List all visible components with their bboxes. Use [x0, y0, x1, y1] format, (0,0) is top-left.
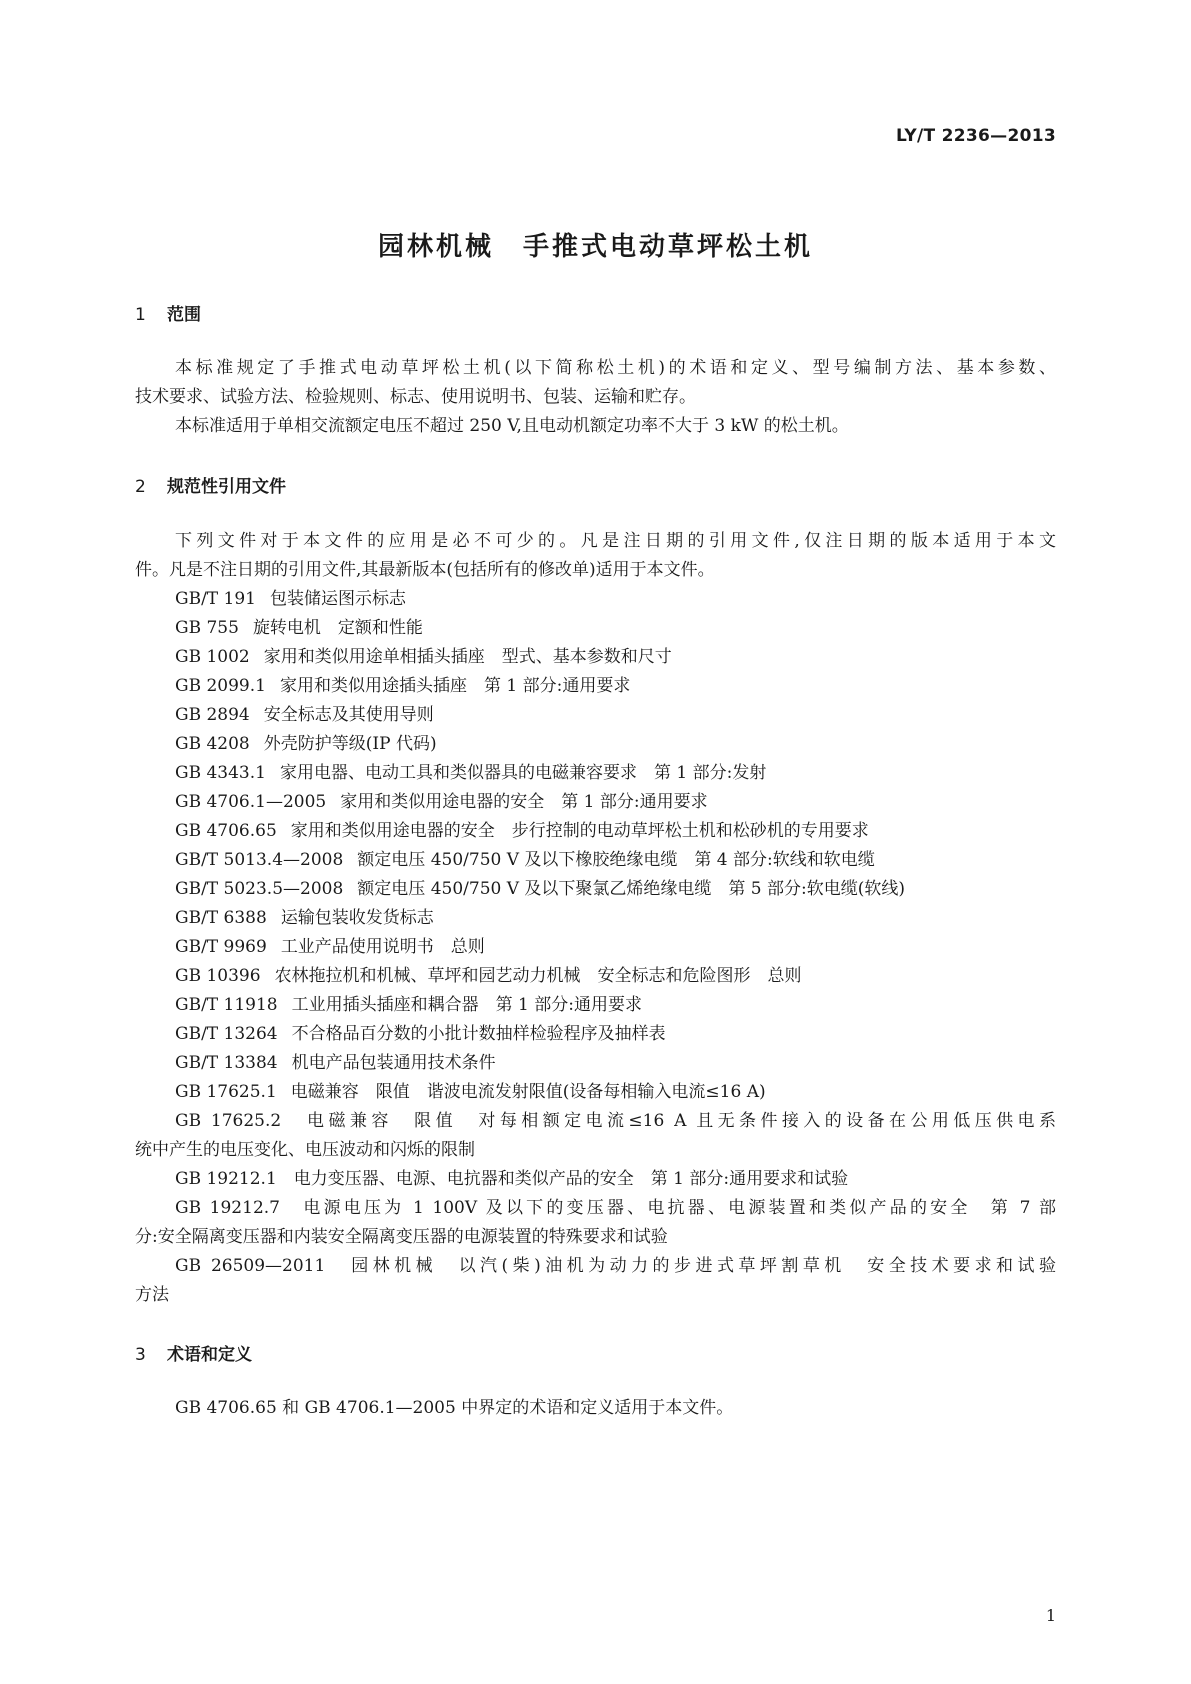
- reference-item: GB 19212.7 电源电压为 1 100V 及以下的变压器、电抗器、电源装置和类似产品的安全 第 7 部: [175, 1198, 1056, 1218]
- reference-item: [175, 587, 1056, 611]
- reference-item: [175, 877, 1056, 901]
- reference-item-continuation: 方法: [135, 1285, 169, 1305]
- paragraph-line: 本标准规定了手推式电动草坪松土机(以下简称松土机)的术语和定义、型号编制方法、基本参数、: [175, 358, 1056, 378]
- reference-item-continuation: 统中产生的电压变化、电压波动和闪烁的限制: [135, 1140, 475, 1160]
- reference-item: [175, 790, 1056, 814]
- reference-code: GB 2894: [175, 705, 250, 725]
- reference-code: GB 17625.1: [175, 1082, 277, 1102]
- reference-item-continuation: 分:安全隔离变压器和内装安全隔离变压器的电源装置的特殊要求和试验: [135, 1227, 668, 1247]
- reference-item: GB 26509—2011 园林机械 以汽(柴)油机为动力的步进式草坪割草机 安全技术要求和试验: [175, 1256, 1056, 1276]
- reference-item: [175, 645, 1056, 669]
- reference-code: GB/T 9969: [175, 937, 267, 957]
- reference-item: [175, 1022, 1056, 1046]
- reference-item: [175, 819, 1056, 843]
- reference-code: GB 4706.65: [175, 821, 277, 841]
- reference-item: [175, 993, 1056, 1017]
- reference-code: GB 4208: [175, 734, 250, 754]
- reference-title: 工业产品使用说明书 总则: [280, 937, 485, 957]
- reference-title: 农林拖拉机和机械、草坪和园艺动力机械 安全标志和危险图形 总则: [274, 966, 802, 986]
- reference-code: GB/T 13384: [175, 1053, 278, 1073]
- reference-code: GB 4706.1—2005: [175, 792, 327, 812]
- paragraph-line: GB 4706.65 和 GB 4706.1—2005 中界定的术语和定义适用于本文件。: [175, 1398, 734, 1418]
- section-title: 范围: [167, 305, 201, 325]
- reference-title: 不合格品百分数的小批计数抽样检验程序及抽样表: [291, 1024, 666, 1044]
- reference-code: GB/T 5013.4—2008: [175, 850, 344, 870]
- reference-item: [175, 732, 1056, 756]
- reference-title: 家用电器、电动工具和类似器具的电磁兼容要求 第 1 部分:发射: [279, 763, 767, 783]
- section-title: 术语和定义: [167, 1345, 252, 1365]
- reference-item: GB 17625.2 电磁兼容 限值 对每相额定电流≤16 A 且无条件接入的设备在公用低压供电系: [175, 1111, 1056, 1131]
- reference-title: 安全标志及其使用导则: [263, 705, 434, 725]
- reference-title: 旋转电机 定额和性能: [252, 618, 423, 638]
- reference-code: GB 2099.1: [175, 676, 266, 696]
- reference-code: GB/T 5023.5—2008: [175, 879, 344, 899]
- reference-title: 家用和类似用途单相插头插座 型式、基本参数和尺寸: [263, 647, 672, 667]
- reference-title: 电磁兼容 限值 谐波电流发射限值(设备每相输入电流≤16 A): [290, 1082, 766, 1102]
- reference-item: [175, 848, 1056, 872]
- paragraph-line: 本标准适用于单相交流额定电压不超过 250 V,且电动机额定功率不大于 3 kW 的松土机。: [175, 416, 849, 436]
- section-number: 1: [135, 305, 146, 325]
- reference-item: [175, 964, 1056, 988]
- reference-code: GB/T 13264: [175, 1024, 278, 1044]
- reference-title: 家用和类似用途电器的安全 步行控制的电动草坪松土机和松砂机的专用要求: [290, 821, 869, 841]
- section-title: 规范性引用文件: [167, 477, 286, 497]
- reference-item: GB 19212.1 电力变压器、电源、电抗器和类似产品的安全 第 1 部分:通用要求和试验: [175, 1169, 849, 1189]
- reference-title: 包装储运图示标志: [270, 589, 406, 609]
- reference-item: [175, 761, 1056, 785]
- reference-title: 额定电压 450/750 V 及以下聚氯乙烯绝缘电缆 第 5 部分:软电缆(软线): [357, 879, 906, 899]
- reference-item: [175, 906, 1056, 930]
- reference-code: GB/T 191: [175, 589, 256, 609]
- reference-title: 家用和类似用途插头插座 第 1 部分:通用要求: [279, 676, 631, 696]
- reference-item: [175, 674, 1056, 698]
- reference-title: 额定电压 450/750 V 及以下橡胶绝缘电缆 第 4 部分:软线和软电缆: [357, 850, 875, 870]
- reference-title: 外壳防护等级(IP 代码): [263, 734, 437, 754]
- reference-code: GB/T 11918: [175, 995, 278, 1015]
- reference-item: [175, 1080, 1056, 1104]
- reference-title: 家用和类似用途电器的安全 第 1 部分:通用要求: [340, 792, 708, 812]
- reference-item: [175, 935, 1056, 959]
- reference-code: GB 755: [175, 618, 239, 638]
- section-2-heading: [135, 472, 286, 497]
- standard-code: LY/T 2236—2013: [895, 126, 1056, 146]
- reference-title: 机电产品包装通用技术条件: [291, 1053, 496, 1073]
- paragraph-line: 技术要求、试验方法、检验规则、标志、使用说明书、包装、运输和贮存。: [135, 387, 696, 407]
- section-number: 2: [135, 477, 146, 497]
- reference-code: GB/T 6388: [175, 908, 267, 928]
- reference-item: [175, 616, 1056, 640]
- reference-code: GB 10396: [175, 966, 261, 986]
- reference-code: GB 1002: [175, 647, 250, 667]
- reference-item: [175, 703, 1056, 727]
- section-1-heading: [135, 300, 201, 325]
- paragraph-line: 件。凡是不注日期的引用文件,其最新版本(包括所有的修改单)适用于本文件。: [135, 560, 715, 580]
- reference-code: GB 4343.1: [175, 763, 266, 783]
- section-number: 3: [135, 1345, 146, 1365]
- paragraph-line: 下列文件对于本文件的应用是必不可少的。凡是注日期的引用文件,仅注日期的版本适用于本文: [175, 531, 1056, 551]
- document-title: 园林机械 手推式电动草坪松土机: [377, 232, 813, 262]
- reference-title: 运输包装收发货标志: [280, 908, 434, 928]
- page-number: 1: [1045, 1606, 1056, 1625]
- reference-title: 工业用插头插座和耦合器 第 1 部分:通用要求: [291, 995, 642, 1015]
- section-3-heading: [135, 1340, 252, 1365]
- reference-item: [175, 1051, 1056, 1075]
